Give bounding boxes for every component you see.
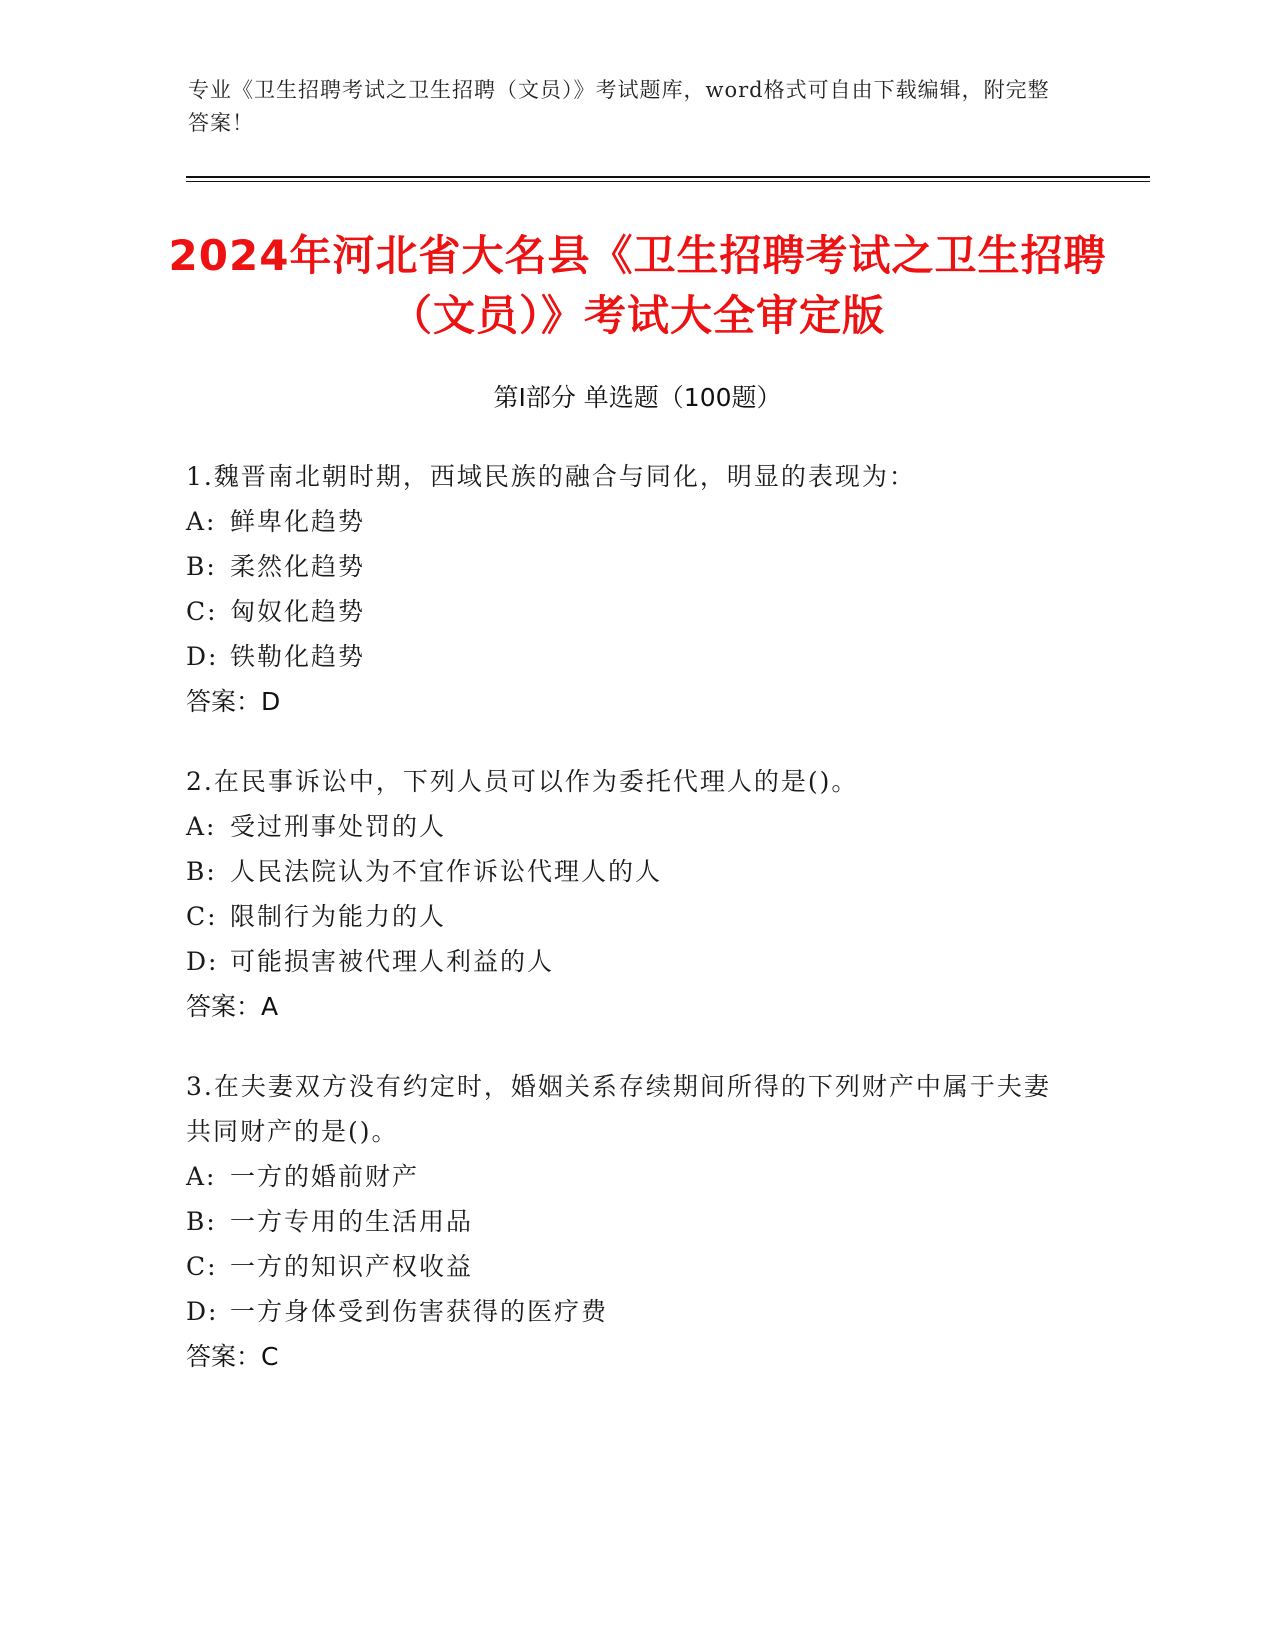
answer-value: D bbox=[261, 687, 281, 716]
question-1 bbox=[186, 454, 1066, 724]
option-text: 限制行为能力的人 bbox=[230, 902, 447, 931]
question-2 bbox=[186, 759, 1066, 1029]
option-a bbox=[186, 1154, 1066, 1199]
option-a bbox=[186, 804, 1066, 849]
option-text: 一方专用的生活用品 bbox=[230, 1207, 474, 1236]
option-key: C: bbox=[186, 1252, 218, 1281]
header-divider-thick bbox=[186, 176, 1150, 178]
option-text: 匈奴化趋势 bbox=[230, 597, 366, 626]
question-stem: 1.魏晋南北朝时期，西域民族的融合与同化，明显的表现为： bbox=[186, 462, 916, 491]
answer-label: 答案： bbox=[186, 687, 262, 716]
option-key: B: bbox=[186, 857, 217, 886]
option-key: A: bbox=[186, 812, 217, 841]
question-stem: 3.在夫妻双方没有约定时，婚姻关系存续期间所得的下列财产中属于夫妻共同财产的是()。 bbox=[186, 1072, 1051, 1146]
answer-value: A bbox=[261, 992, 279, 1021]
option-text: 人民法院认为不宜作诉讼代理人的人 bbox=[230, 857, 663, 886]
option-d bbox=[186, 634, 1066, 679]
option-text: 鲜卑化趋势 bbox=[230, 507, 366, 536]
option-text: 柔然化趋势 bbox=[230, 552, 366, 581]
option-key: D: bbox=[186, 1297, 219, 1326]
header-note: 专业《卫生招聘考试之卫生招聘（文员）》考试题库，word格式可自由下载编辑，附完整答案！ bbox=[188, 78, 1050, 135]
option-key: D: bbox=[186, 642, 219, 671]
option-text: 可能损害被代理人利益的人 bbox=[230, 947, 555, 976]
option-d bbox=[186, 939, 1066, 984]
document-title: 2024年河北省大名县《卫生招聘考试之卫生招聘（文员）》考试大全审定版 bbox=[168, 231, 1107, 340]
option-key: A: bbox=[186, 1162, 217, 1191]
option-a bbox=[186, 499, 1066, 544]
answer-line bbox=[186, 679, 1066, 724]
question-stem: 2.在民事诉讼中，下列人员可以作为委托代理人的是()。 bbox=[186, 767, 859, 796]
option-b bbox=[186, 849, 1066, 894]
option-c bbox=[186, 1244, 1066, 1289]
answer-label: 答案： bbox=[186, 992, 262, 1021]
option-d bbox=[186, 1289, 1066, 1334]
option-b bbox=[186, 1199, 1066, 1244]
option-text: 一方的知识产权收益 bbox=[230, 1252, 474, 1281]
option-key: C: bbox=[186, 902, 218, 931]
option-text: 一方的婚前财产 bbox=[230, 1162, 420, 1191]
section-heading: 第Ⅰ部分 单选题（100题） bbox=[493, 383, 782, 412]
option-key: B: bbox=[186, 552, 217, 581]
option-c bbox=[186, 894, 1066, 939]
option-text: 一方身体受到伤害获得的医疗费 bbox=[230, 1297, 609, 1326]
answer-label: 答案： bbox=[186, 1342, 262, 1371]
answer-line bbox=[186, 1334, 1066, 1379]
option-key: B: bbox=[186, 1207, 217, 1236]
option-text: 铁勒化趋势 bbox=[230, 642, 366, 671]
option-c bbox=[186, 589, 1066, 634]
option-key: A: bbox=[186, 507, 217, 536]
option-b bbox=[186, 544, 1066, 589]
option-key: C: bbox=[186, 597, 218, 626]
header-divider-thin bbox=[186, 181, 1150, 182]
option-key: D: bbox=[186, 947, 219, 976]
option-text: 受过刑事处罚的人 bbox=[230, 812, 447, 841]
question-3 bbox=[186, 1064, 1066, 1379]
answer-value: C bbox=[261, 1342, 279, 1371]
answer-line bbox=[186, 984, 1066, 1029]
